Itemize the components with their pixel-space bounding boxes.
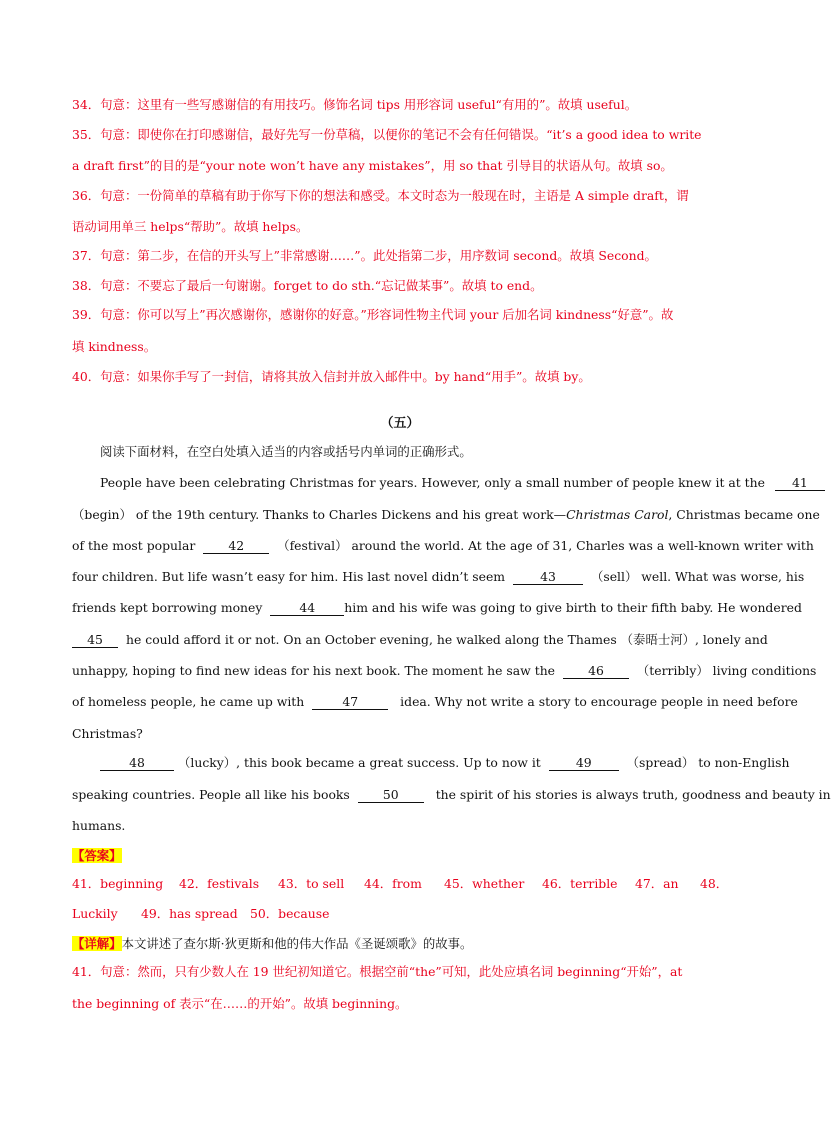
passage-text: speaking countries. People all like his books [72, 787, 350, 802]
passage-text: （spread） to non-English [626, 755, 790, 770]
answers-line-1 [72, 875, 728, 893]
blank-45: 45 [72, 633, 118, 648]
passage-line-3 [72, 537, 814, 555]
explanation-38: 38．句意：不要忘了最后一句谢谢。forget to do sth.“忘记做某事”。故填 to end。 [72, 278, 543, 293]
detail-label: 【详解】 [72, 936, 122, 951]
passage-text: （begin） of the 19th century. Thanks to Charles Dickens and his great work— [72, 507, 567, 522]
passage-line-6 [72, 631, 768, 649]
passage-line-7 [72, 662, 816, 680]
blank-47: 47 [312, 695, 388, 710]
blank-50: 50 [358, 788, 424, 803]
answers-line-2 [72, 905, 329, 923]
blank-44: 44 [270, 601, 344, 616]
passage-text: People have been celebrating Christmas for years. However, only a small number of people knew it at the [100, 475, 765, 490]
blank-41: 41 [775, 476, 825, 491]
answer-43: 43．to sell [278, 876, 345, 891]
explanation-39-line2: 填 kindness。 [72, 339, 157, 354]
passage-text: of the most popular [72, 538, 196, 553]
passage-line-9: Christmas? [72, 726, 143, 741]
passage-text: he could afford it or not. On an October evening, he walked along the Thames （泰晤士河）, lonely and [126, 632, 768, 647]
passage-line-1 [100, 474, 825, 492]
detail-text: 本文讲述了查尔斯·狄更斯和他的伟大作品《圣诞颂歌》的故事。 [121, 936, 473, 951]
detail-line [72, 935, 472, 953]
answer-46: 46．terrible [542, 876, 618, 891]
explanation-36-line1: 36．句意：一份简单的草稿有助于你写下你的想法和感受。本文时态为一般现在时，主语是 A simple draft，谓 [72, 188, 689, 203]
instruction: 阅读下面材料，在空白处填入适当的内容或括号内单词的正确形式。 [100, 444, 472, 459]
passage-text: （lucky）, this book became a great success. Up to now it [178, 755, 541, 770]
passage-text: four children. But life wasn’t easy for him. His last novel didn’t seem [72, 569, 506, 584]
passage-line-10 [100, 754, 789, 772]
passage-text: idea. Why not write a story to encourage people in need before [400, 694, 798, 709]
explanation-37: 37．句意：第二步，在信的开头写上”非常感谢……”。此处指第二步，用序数词 second。故填 Second。 [72, 248, 657, 263]
passage-line-12: humans. [72, 818, 126, 833]
passage-line-2 [72, 506, 820, 524]
blank-48: 48 [100, 756, 174, 771]
explanation-35-line1: 35．句意：即使你在打印感谢信，最好先写一份草稿，以便你的笔记不会有任何错误。“it’s a good idea to write [72, 127, 702, 142]
explanation-36-line2: 语动词用单三 helps“帮助”。故填 helps。 [72, 219, 309, 234]
book-title: Christmas Carol [566, 507, 669, 522]
explanation-40: 40．句意：如果你手写了一封信，请将其放入信封并放入邮件中。by hand“用手”。故填 by。 [72, 369, 591, 384]
passage-line-11 [72, 786, 831, 804]
answer-47: 47．an [635, 876, 679, 891]
answer-45: 45．whether [444, 876, 525, 891]
passage-text: （festival） around the world. At the age of 31, Charles was a well-known writer with [277, 538, 814, 553]
answer-48-word: Luckily [72, 906, 118, 921]
answer-42: 42．festivals [179, 876, 260, 891]
passage-text: unhappy, hoping to find new ideas for his next book. The moment he saw the [72, 663, 556, 678]
explanation-39-line1: 39．句意：你可以写上”再次感谢你，感谢你的好意。”形容词性物主代词 your 后加名词 kindness“好意”。故 [72, 307, 674, 322]
passage-text: （sell） well. What was worse, his [590, 569, 805, 584]
answer-50: 50．because [250, 906, 330, 921]
section-title: （五） [380, 416, 420, 431]
passage-text: , Christmas became one [668, 507, 820, 522]
answer-label: 【答案】 [72, 848, 122, 863]
answer-41: 41．beginning [72, 876, 164, 891]
explanation-34: 34．句意：这里有一些写感谢信的有用技巧。修饰名词 tips 用形容词 useful“有用的”。故填 useful。 [72, 97, 638, 112]
answer-label-line [72, 847, 122, 865]
explanation-35-line2: a draft first”的目的是“your note won’t have any mistakes”，用 so that 引导目的状语从句。故填 so。 [72, 158, 673, 173]
blank-42: 42 [203, 539, 269, 554]
passage-text: him and his wife was going to give birth to their fifth baby. He wondered [344, 600, 802, 615]
answer-49: 49．has spread [141, 906, 238, 921]
passage-text: the spirit of his stories is always truth, goodness and beauty in [435, 787, 831, 802]
answer-44: 44．from [364, 876, 422, 891]
passage-text: （terribly） living conditions [636, 663, 817, 678]
passage-line-4 [72, 568, 804, 586]
passage-line-5 [72, 599, 802, 617]
passage-text: of homeless people, he came up with [72, 694, 305, 709]
passage-text: friends kept borrowing money [72, 600, 263, 615]
blank-46: 46 [563, 664, 629, 679]
answer-48-number: 48． [700, 876, 729, 891]
explanation-41-line1: 41．句意：然而，只有少数人在 19 世纪初知道它。根据空前“the”可知，此处应填名词 beginning“开始”，at [72, 964, 683, 979]
passage-line-8 [72, 693, 798, 711]
blank-49: 49 [549, 756, 619, 771]
blank-43: 43 [513, 570, 583, 585]
explanation-41-line2: the beginning of 表示“在……的开始”。故填 beginning。 [72, 996, 408, 1011]
